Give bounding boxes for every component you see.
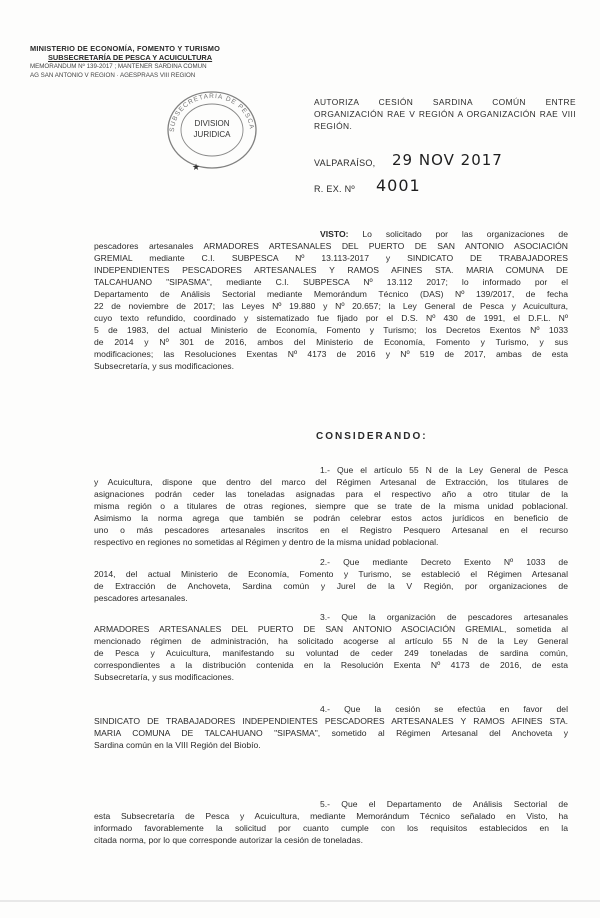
considerando-line: pescadores artesanales. [94,593,188,603]
visto-line: Lo solicitado por las organizaciones de [362,229,568,239]
visto-line: Departamento de Análisis Sectorial mediante Memorándum Técnico (DAS) Nº 139/2017, de fecha [94,289,568,299]
visto-line: Subsecretaría, y sus modificaciones. [94,361,234,371]
considerando-5 [94,798,568,846]
considerando-line: Asimismo la norma agrega que también se podrán celebrar estos actos jurídicos en beneficio de [94,513,568,523]
visto-first-line [94,228,568,240]
considerando-line: de Pesca y Acuicultura, manifestando su voluntad de ceder 249 toneladas de sardina común, [94,648,568,658]
resolution-number: 4001 [376,176,421,195]
considerando-line: 5.- Que el Departamento de Análisis Sectorial de [320,799,568,809]
visto-line: de 2014 y Nº 301 de 2016, ambos del Ministerio de Economía, Fomento y Turismo, y sus [94,337,568,347]
considerando-line: mencionado régimen de administración, ha solicitado acogerse al artículo 55 N de la Ley General [94,636,568,646]
considerando-line: 1.- Que el artículo 55 N de la Ley General de Pesca [320,465,568,475]
considerando-line: esta Subsecretaría de Pesca y Acuicultura, mediante Memorándum Técnico señalado en Visto, ha [94,811,568,821]
considerando-line: 2.- Que mediante Decreto Exento Nº 1033 de [320,557,568,567]
considerando-line: y Acuicultura, dispone que dentro del marco del Régimen Artesanal de Extracción, los titulares de [94,477,568,487]
visto-line: 22 de noviembre de 2017; las Leyes Nº 19.880 y Nº 20.657; la Ley General de Pesca y Acuicultura, [94,301,568,311]
considerando-line: misma región o a titulares de otras regiones, siempre que se trate de la misma unidad poblacional. [94,501,568,511]
considerando-line: Subsecretaría, y sus modificaciones. [94,672,234,682]
considerando-line: 3.- Que la organización de pescadores artesanales [320,612,568,622]
seal-star-icon: ★ [192,162,201,172]
seal-center-line1: DIVISION [194,119,230,128]
considerando-1 [94,464,568,548]
considerando-line: 4.- Que la cesión se efectúa en favor del [320,704,568,714]
memo-reference-2: AG SAN ANTONIO V REGION · AGESPRAAS VIII REGION [30,72,196,79]
visto-line: TALCAHUANO "SIPASMA", mediante C.I. SUBPESCA Nº 13.112 2017; lo informado por el [94,277,568,287]
considerando-line: ARMADORES ARTESANALES DEL PUERTO DE SAN ANTONIO ASOCIACIÓN GREMIAL, sometida al [94,624,568,634]
visto-line: modificaciones; las Resoluciones Exentas Nº 4173 de 2016 y Nº 519 de 2017, ambas de esta [94,349,568,359]
considerando-line: Sardina común en la VIII Región del Biobío. [94,740,261,750]
considerando-line: respectivo en regiones no sometidas al Régimen y dentro de la misma unidad poblacional. [94,537,439,547]
considerando-line: informado favorablemente la solicitud por cuanto cumple con los requisitos establecidos en la [94,823,568,833]
considerando-line: asignaciones podrán ceder las toneladas asignadas para el respectivo año a otro titular de la [94,489,568,499]
considerando-line: MARIA COMUNA DE TALCAHUANO "SIPASMA", sometido al Régimen Artesanal del Anchoveta y [94,728,568,738]
considerando-line: SINDICATO DE TRABAJADORES INDEPENDIENTES PESCADORES ARTESANALES Y RAMOS AFINES STA. [94,716,568,726]
considerando-3 [94,611,568,683]
resolution-number-label: R. EX. Nº [314,184,355,194]
undersecretary-name: SUBSECRETARÍA DE PESCA Y ACUICULTURA [48,53,213,62]
seal-center-line2: JURIDICA [193,130,231,139]
visto-line: cuyo texto refundido, coordinado y sistematizado fue fijado por el D.S. Nº 430 de 1991, el D.F.L. Nº [94,313,568,323]
considerando-line: correspondientes a la distribución contenida en la Resolución Exenta Nº 4173 de 2016, de esta [94,660,568,670]
page-bottom-edge [0,900,600,902]
official-seal-stamp [152,84,272,172]
considerando-line: citada norma, por lo que corresponde autorizar la cesión de toneladas. [94,835,363,845]
considerando-4 [94,703,568,751]
visto-label: VISTO: [320,229,349,239]
visto-line: GREMIAL mediante C.I. SUBPESCA Nº 13.113-2017 y SINDICATO DE TRABAJADORES [94,253,568,263]
ministry-name: MINISTERIO DE ECONOMÍA, FOMENTO Y TURISMO [30,44,221,53]
seal-ring-text: SUBSECRETARIA DE PESCA [168,92,255,133]
considerando-2 [94,556,568,604]
considerando-line: uno o más pescadores artesanales inscritos en el Registro Pesquero Artesanal en el recurso [94,525,568,535]
visto-line: INDEPENDIENTES PESCADORES ARTESANALES Y RAMOS AFINES STA. MARIA COMUNA DE [94,265,568,275]
visto-line: pescadores artesanales ARMADORES ARTESANALES DEL PUERTO DE SAN ANTONIO ASOCIACIÓN [94,241,568,251]
considerando-line: 2014, del actual Ministerio de Economía, Fomento y Turismo, se estableció el Régimen Artesanal [94,569,568,579]
visto-section [94,228,568,372]
letterhead [30,44,310,80]
considerando-heading: CONSIDERANDO: [316,431,428,442]
considerando-line: de Extracción de Anchoveta, Sardina común y Jurel de la V Región, por organizaciones de [94,581,568,591]
stamped-date: 29 NOV 2017 [392,151,503,169]
place-label: VALPARAÍSO, [314,158,376,168]
resolution-subject: AUTORIZA CESIÓN SARDINA COMÚN ENTRE ORGANIZACIÓN RAE V REGIÓN A ORGANIZACIÓN RAE VIII REGIÓN. [314,97,576,131]
memo-reference: MEMORANDUM Nº 139-2017 ; MANTENER SARDINA COMUN [30,63,207,70]
visto-line: 5 de 1983, del actual Ministerio de Economía, Fomento y Turismo; los Decretos Exentos Nº 1033 [94,325,568,335]
